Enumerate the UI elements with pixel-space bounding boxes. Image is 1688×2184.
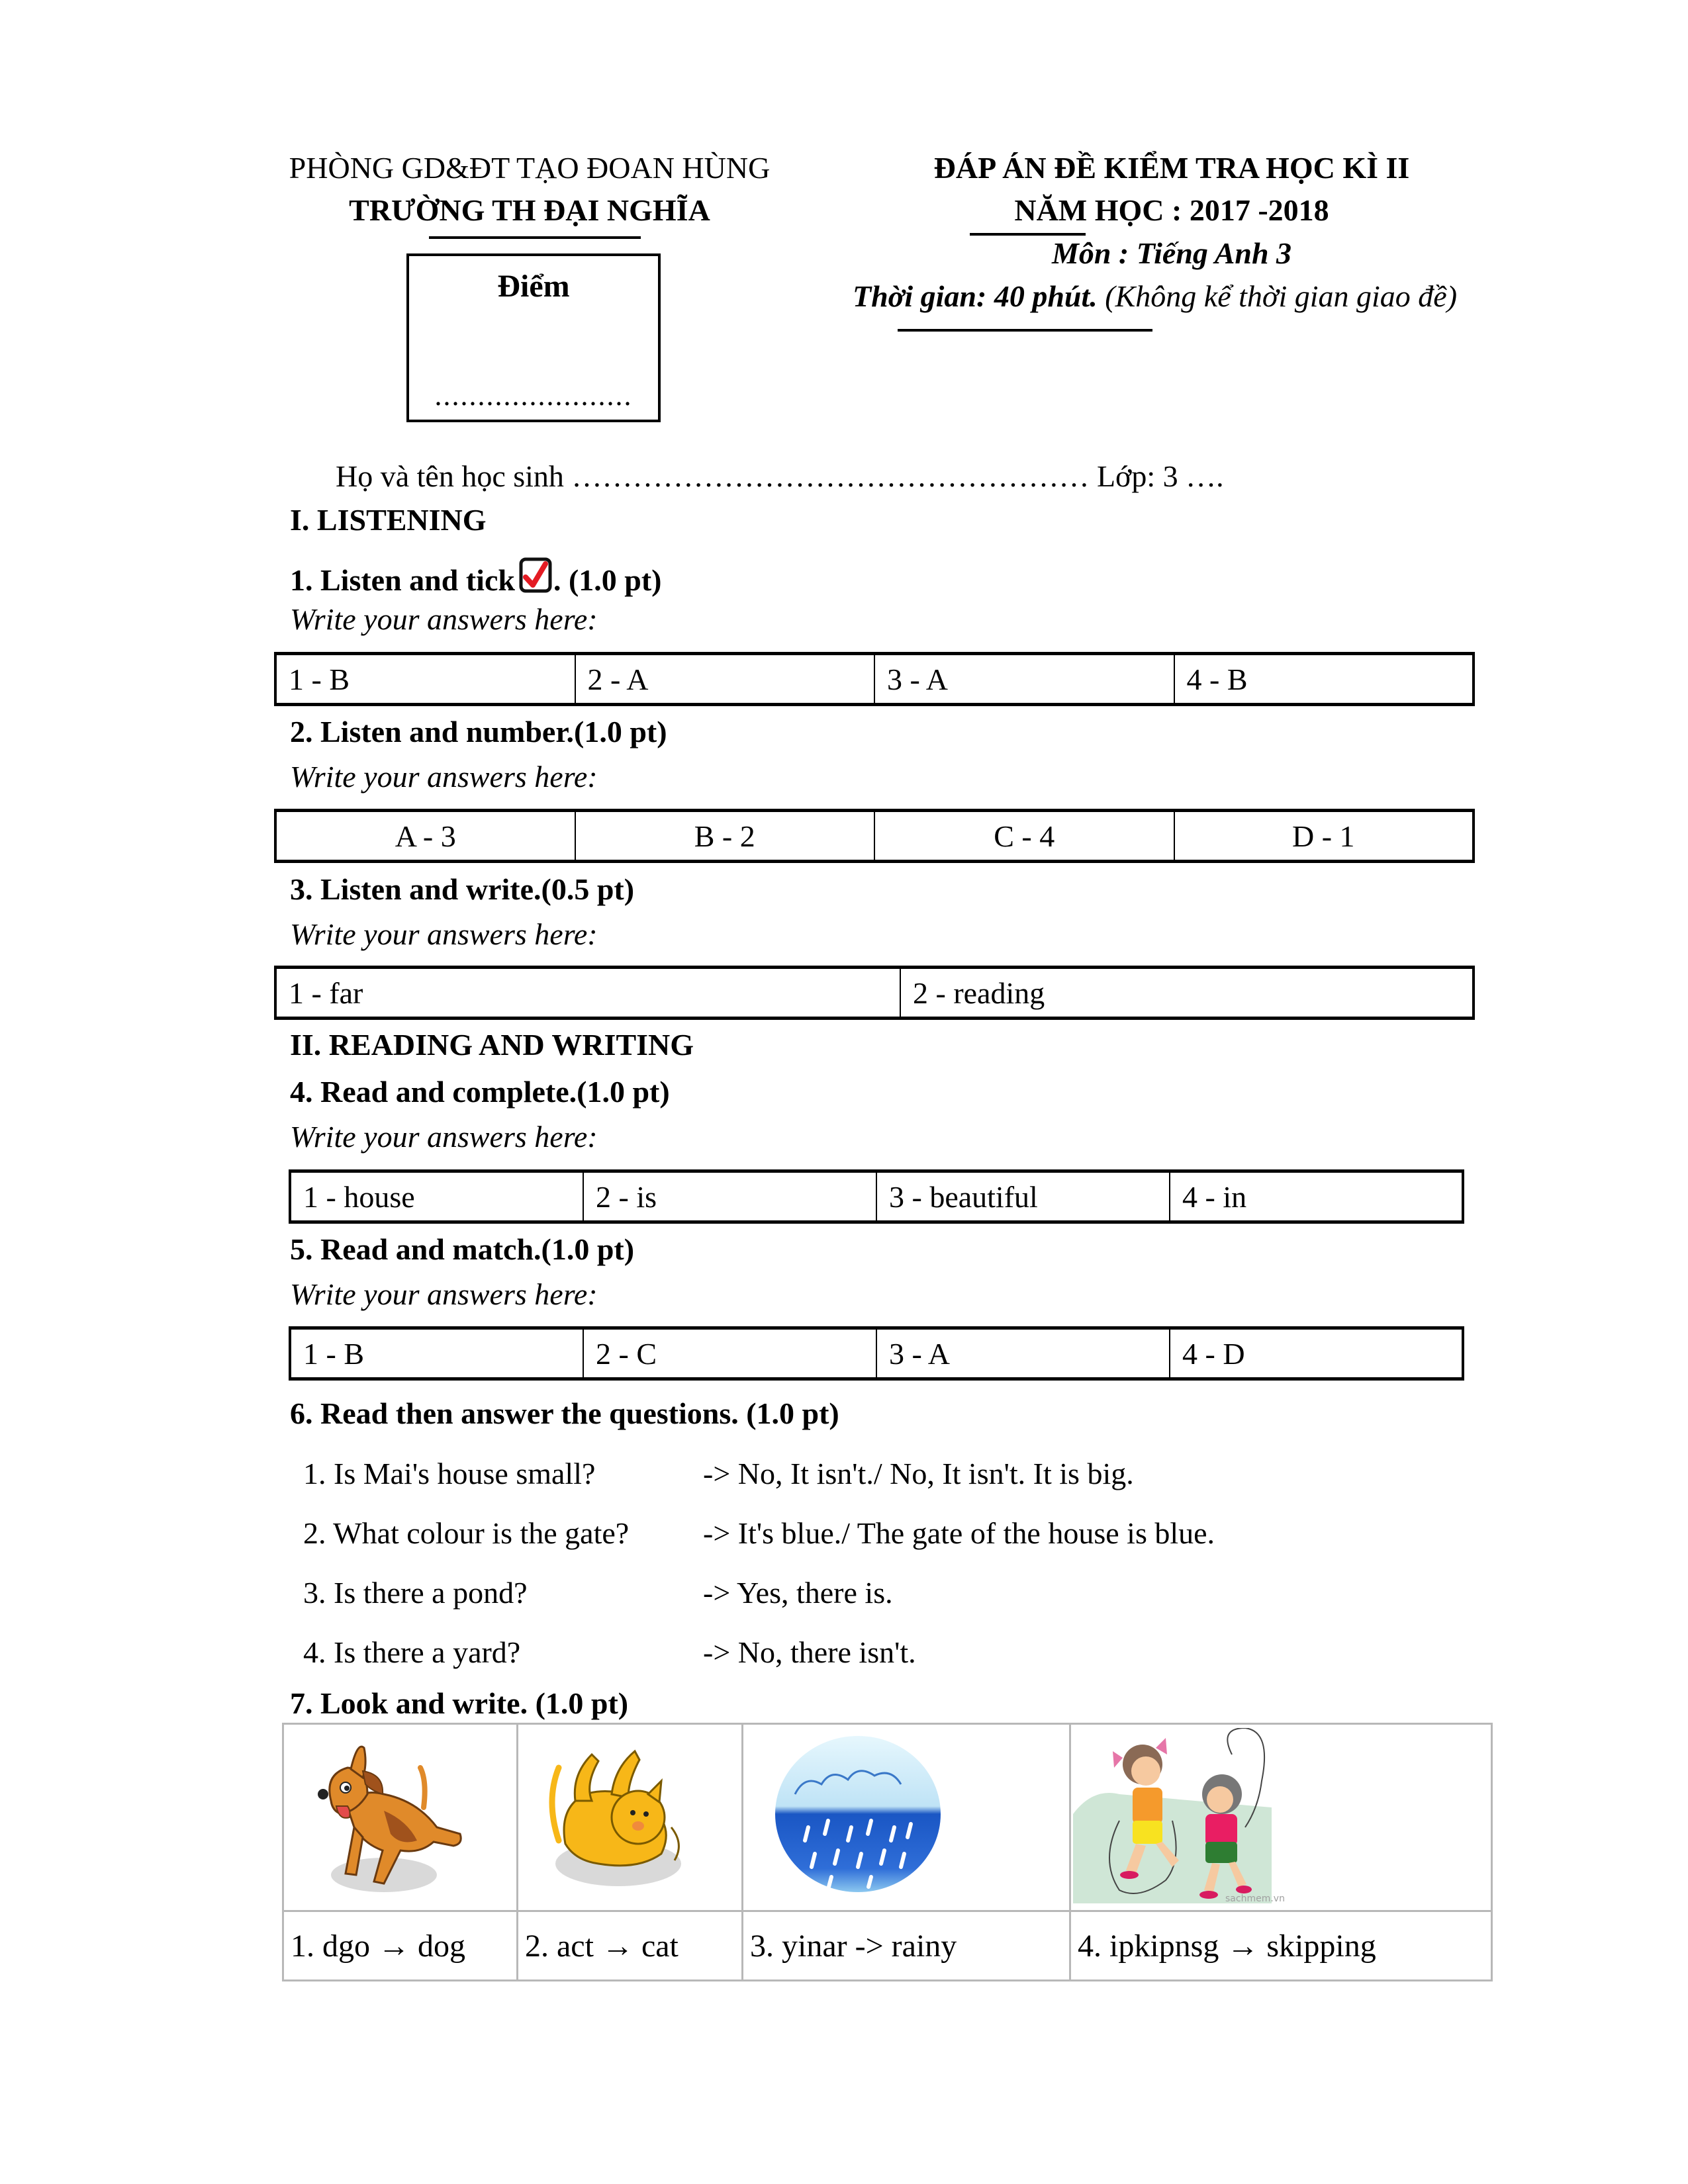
school-year: NĂM HỌC : 2017 -2018 <box>1014 193 1329 227</box>
table-row <box>275 654 1474 705</box>
time-underline <box>898 329 1152 332</box>
table-row <box>275 968 1474 1019</box>
q6-question-4: 4. Is there a yard? <box>303 1635 521 1669</box>
rain-picture <box>759 1728 977 1907</box>
q6-question-3: 3. Is there a pond? <box>303 1576 528 1610</box>
document-title: ĐÁP ÁN ĐỀ KIỂM TRA HỌC KÌ II <box>933 151 1410 185</box>
q4-answer-table <box>289 1169 1464 1224</box>
time-line <box>853 279 1515 314</box>
q5-title: 5. Read and match.(1.0 pt) <box>290 1232 635 1266</box>
score-label: Điểm <box>497 269 570 304</box>
cat-cell <box>518 1724 743 1911</box>
score-dots: ....................... <box>434 379 633 412</box>
subject: Môn : Tiếng Anh 3 <box>1051 236 1292 270</box>
answer-cell: 1 - house <box>290 1171 583 1222</box>
q4-title: 4. Read and complete.(1.0 pt) <box>290 1075 670 1109</box>
svg-text:sachmem.vn: sachmem.vn <box>1225 1893 1285 1904</box>
q1-answer-table <box>274 652 1475 706</box>
q2-title: 2. Listen and number.(1.0 pt) <box>290 715 667 749</box>
answer-cell: 1 - B <box>290 1328 583 1379</box>
answer-cell: 3 - A <box>874 654 1174 705</box>
time-label: Thời gian: 40 phút. <box>853 279 1098 313</box>
q7-answer-2: 2. act → cat <box>518 1911 743 1981</box>
section-listening: I. LISTENING <box>290 503 487 537</box>
student-name-label: Họ và tên học sinh <box>336 459 564 493</box>
answer-cell: D - 1 <box>1174 811 1474 862</box>
q1-title-line <box>290 557 662 602</box>
dog-cell <box>283 1724 518 1911</box>
q6-question-2: 2. What colour is the gate? <box>303 1516 630 1550</box>
class-field[interactable]: …. <box>1186 459 1224 493</box>
checkbox-tick-icon <box>519 557 553 602</box>
q2-prompt: Write your answers here: <box>290 760 598 794</box>
answer-cell: 2 - reading <box>900 968 1474 1019</box>
q6-answer-3: -> Yes, there is. <box>703 1576 893 1610</box>
cat-picture <box>519 1728 718 1907</box>
school-name: TRƯỜNG TH ĐẠI NGHĨA <box>349 193 710 227</box>
table-row <box>290 1328 1463 1379</box>
department-name: PHÒNG GD&ĐT TẠO ĐOAN HÙNG <box>289 151 771 185</box>
q7-title: 7. Look and write. (1.0 pt) <box>290 1686 629 1720</box>
table-row <box>283 1911 1492 1981</box>
answer-cell: 3 - beautiful <box>876 1171 1170 1222</box>
q7-answer-3: 3. yinar -> rainy <box>743 1911 1070 1981</box>
q5-answer-table <box>289 1326 1464 1381</box>
q6-answer-2: -> It's blue./ The gate of the house is blue. <box>703 1516 1215 1550</box>
year-underline <box>970 233 1086 236</box>
q6-title: 6. Read then answer the questions. (1.0 pt) <box>290 1396 839 1430</box>
score-box <box>406 253 661 422</box>
q5-prompt: Write your answers here: <box>290 1277 598 1311</box>
q1-prompt: Write your answers here: <box>290 602 598 636</box>
school-underline <box>429 236 641 239</box>
q6-answer-4: -> No, there isn't. <box>703 1635 916 1669</box>
answer-cell: A - 3 <box>275 811 575 862</box>
dog-picture <box>285 1728 483 1907</box>
answer-cell: 1 - B <box>275 654 575 705</box>
section-reading-writing: II. READING AND WRITING <box>290 1028 694 1062</box>
answer-cell: B - 2 <box>575 811 875 862</box>
answer-cell: 2 - C <box>583 1328 876 1379</box>
answer-cell: 2 - is <box>583 1171 876 1222</box>
table-row <box>283 1724 1492 1911</box>
answer-cell: C - 4 <box>874 811 1174 862</box>
answer-cell: 2 - A <box>575 654 875 705</box>
answer-cell: 4 - in <box>1170 1171 1463 1222</box>
skipping-cell <box>1070 1724 1492 1911</box>
q7-answer-1: 1. dgo → dog <box>283 1911 518 1981</box>
time-note: (Không kể thời gian giao đề) <box>1105 279 1458 313</box>
q2-answer-table <box>274 809 1475 863</box>
q1-title: 1. Listen and tick <box>290 563 515 597</box>
q4-prompt: Write your answers here: <box>290 1120 598 1154</box>
table-row <box>275 811 1474 862</box>
skipping-picture <box>1073 1728 1311 1907</box>
student-name-field[interactable]: …………………………………………… <box>571 459 1090 493</box>
rain-cell <box>743 1724 1070 1911</box>
q6-question-1: 1. Is Mai's house small? <box>303 1457 596 1490</box>
answer-cell: 1 - far <box>275 968 900 1019</box>
q7-answer-4: 4. ipkipnsg → skipping <box>1070 1911 1492 1981</box>
q3-prompt: Write your answers here: <box>290 917 598 951</box>
class-label: Lớp: 3 <box>1096 459 1178 493</box>
student-info-line <box>336 459 1224 494</box>
table-row <box>290 1171 1463 1222</box>
answer-cell: 3 - A <box>876 1328 1170 1379</box>
q3-title: 3. Listen and write.(0.5 pt) <box>290 872 635 906</box>
q3-answer-table <box>274 966 1475 1020</box>
q1-points: . (1.0 pt) <box>553 563 662 597</box>
answer-cell: 4 - D <box>1170 1328 1463 1379</box>
answer-cell: 4 - B <box>1174 654 1474 705</box>
q6-answer-1: -> No, It isn't./ No, It isn't. It is big. <box>703 1457 1134 1490</box>
q7-picture-table <box>282 1723 1493 1981</box>
